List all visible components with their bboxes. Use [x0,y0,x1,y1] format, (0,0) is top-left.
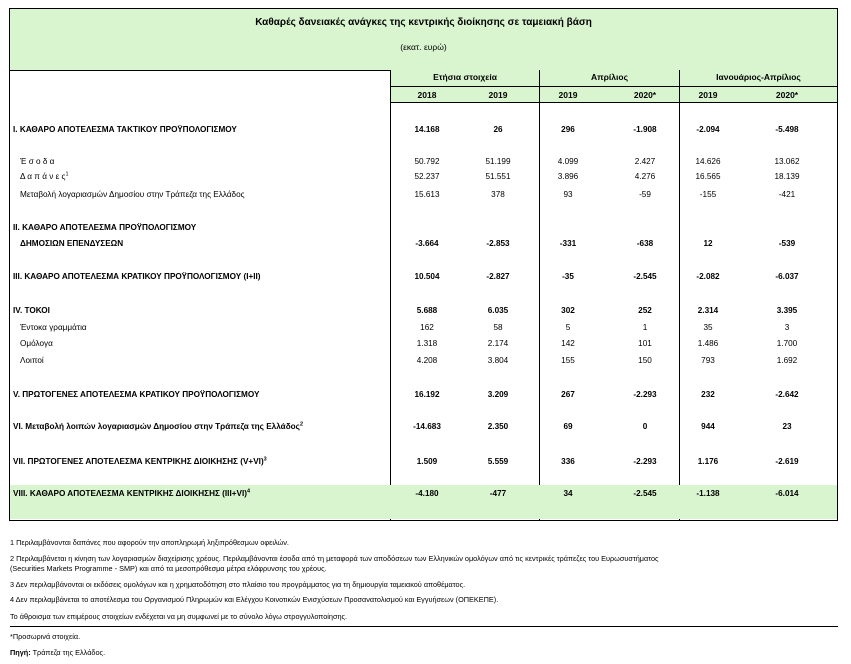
table-cell: -2.094 [696,125,720,134]
table-cell: 336 [561,457,575,466]
table-cell: 3.209 [487,390,509,399]
row-label-tbills: Έντοκα γραμμάτια [20,323,87,332]
table-cell: -421 [778,190,796,199]
footnote-3: 3 Δεν περιλαμβάνονται οι εκδόσεις ομολόγων και η χρηματοδότηση στο πλαίσιο του προγράμματος για τη δημιουργία ταμειακού αποθέματος. [10,580,466,589]
table-cell: -155 [699,190,717,199]
table-cell: -2.293 [633,457,657,466]
table-cell: 93 [563,190,573,199]
table-cell: 51.199 [485,157,511,166]
table-subtitle: (εκατ. ευρώ) [400,42,447,52]
table-cell: 142 [561,339,575,348]
column-divider [390,70,391,520]
year-header: 2018 [417,90,437,100]
table-cell: 232 [701,390,715,399]
table-cell: -2.827 [486,272,510,281]
table-cell: 296 [561,125,575,134]
table-cell: 15.613 [414,190,440,199]
year-header: 2019 [488,90,508,100]
table-cell: -6.037 [775,272,799,281]
table-cell: -2.853 [486,239,510,248]
table-cell: -35 [562,272,574,281]
table-cell: 5 [565,323,571,332]
header-divider [391,102,837,103]
table-cell: 58 [493,323,503,332]
row-label-accounts-change: Μεταβολή λογαριασμών Δημοσίου στην Τράπεζα της Ελλάδος [20,190,245,199]
table-cell: 4.276 [634,172,656,181]
table-cell: -539 [778,239,796,248]
table-cell: 26 [493,125,503,134]
table-cell: 944 [701,422,715,431]
table-cell: 150 [638,356,652,365]
table-cell: 3.395 [776,306,798,315]
header-divider [391,86,837,87]
footnote-2-cont: (Securities Markets Programme - SMP) και από τα μεσοπρόθεσμα μέτρα ελάφρυνσης του χρέους. [10,564,327,573]
table-cell: -1.908 [633,125,657,134]
footnote-2: 2 Περιλαμβάνεται η κίνηση των λογαριασμών διαχείρισης χρέους. Περιλαμβάνονται έσοδα από τη μεταφορά των αποδόσεων των Ελληνικών ομολόγων από τις κεντρικές τράπεζες του Ευρωσυστήματος [10,554,659,563]
table-cell: 3.804 [487,356,509,365]
column-divider [679,70,680,520]
footer-separator [10,626,838,627]
table-cell: 0 [642,422,648,431]
table-cell: 2.174 [487,339,509,348]
table-cell: -477 [489,489,507,498]
row-label-expenditure: Δ α π ά ν ε $\varsigma^1$ [20,171,69,181]
row-label-iii: III. ΚΑΘΑΡΟ ΑΠΟΤΕΛΕΣΜΑ ΚΡΑΤΙΚΟΥ ΠΡΟΫΠΟΛΟΓΙΣΜΟΥ (I+II) [13,272,261,281]
table-cell: 155 [561,356,575,365]
table-cell: 793 [701,356,715,365]
table-cell: 1.318 [416,339,438,348]
table-cell: -2.545 [633,272,657,281]
table-cell: 6.035 [487,306,509,315]
table-cell: 5.559 [487,457,509,466]
provisional-note: *Προσωρινά στοιχεία. [10,632,81,641]
table-cell: 2.427 [634,157,656,166]
table-cell: 34 [563,489,573,498]
table-cell: 50.792 [414,157,440,166]
table-cell: 302 [561,306,575,315]
table-cell: -2.619 [775,457,799,466]
table-cell: -14.683 [413,422,441,431]
row-label-ii-cont: ΔΗΜΟΣΙΩΝ ΕΠΕΝΔΥΣΕΩΝ [20,239,124,248]
table-cell: -331 [559,239,577,248]
table-cell: 252 [638,306,652,315]
table-cell: -59 [639,190,651,199]
table-cell: 4.208 [416,356,438,365]
table-title: Καθαρές δανειακές ανάγκες της κεντρικής διοίκησης σε ταμειακή βάση [255,17,592,28]
table-cell: 3 [784,323,790,332]
row-label-i: I. ΚΑΘΑΡΟ ΑΠΟΤΕΛΕΣΜΑ ΤΑΚΤΙΚΟΥ ΠΡΟΫΠΟΛΟΓΙΣΜΟΥ [13,125,237,134]
table-cell: 1.486 [697,339,719,348]
row-label-ii: II. ΚΑΘΑΡΟ ΑΠΟΤΕΛΕΣΜΑ ΠΡΟΫΠΟΛΟΓΙΣΜΟΥ [13,223,197,232]
row-label-other: Λοιποί [20,356,44,365]
table-cell: 4.099 [557,157,579,166]
row-label-bonds: Ομόλογα [20,339,53,348]
footnote-1: 1 Περιλαμβάνονται δαπάνες που αφορούν την αποπληρωμή ληξιπρόθεσμων οφειλών. [10,538,289,547]
table-cell: 1.700 [776,339,798,348]
row-label-vi: VI. Μεταβολή λοιπών λογαριασμών Δημοσίου στην Τράπεζα της Ελλάδος$^2$ [13,421,304,431]
year-header: 2020* [633,90,657,100]
table-cell: 69 [563,422,573,431]
table-cell: 1.509 [416,457,438,466]
table-cell: 1.176 [697,457,719,466]
table-cell: 13.062 [774,157,800,166]
table-cell: 18.139 [774,172,800,181]
table-cell: -5.498 [775,125,799,134]
table-cell: -3.664 [415,239,439,248]
year-header: 2019 [558,90,578,100]
table-cell: 12 [703,239,713,248]
table-cell: 1.692 [776,356,798,365]
row-label-viii: VIII. ΚΑΘΑΡΟ ΑΠΟΤΕΛΕΣΜΑ ΚΕΝΤΡΙΚΗΣ ΔΙΟΙΚΗΣΗΣ $(III+VI)^4$ [13,488,251,498]
year-header: 2019 [698,90,718,100]
table-cell: 267 [561,390,575,399]
row-label-iv: IV. ΤΟΚΟΙ [13,306,50,315]
table-cell: -2.082 [696,272,720,281]
table-cell: 51.551 [485,172,511,181]
table-cell: 52.237 [414,172,440,181]
table-cell: 101 [638,339,652,348]
table-cell: 14.626 [695,157,721,166]
table-cell: 14.168 [414,125,440,134]
table-cell: 3.896 [557,172,579,181]
row-label-vii: VII. ΠΡΩΤΟΓΕΝΕΣ ΑΠΟΤΕΛΕΣΜΑ ΚΕΝΤΡΙΚΗΣ ΔΙΟΙΚΗΣΗΣ $(V+VI)^3$ [13,456,267,466]
table-cell: 1 [642,323,648,332]
table-cell: 5.688 [416,306,438,315]
row-label-revenue: Έ σ ο δ α [20,157,55,166]
table-cell: -638 [636,239,654,248]
table-cell: 378 [491,190,505,199]
header-april: Απρίλιος [591,72,628,82]
table-cell: 10.504 [414,272,440,281]
rounding-note: Το άθροισμα των επιμέρους στοιχείων ενδέχεται να μη συμφωνεί με το σύνολο λόγω στρογγυλοποίησης. [10,612,348,621]
table-cell: -1.138 [696,489,720,498]
table-cell: -2.545 [633,489,657,498]
year-header: 2020* [775,90,799,100]
source-note: Πηγή: Τράπεζα της Ελλάδος. [10,648,106,657]
table-cell: 2.350 [487,422,509,431]
table-cell: 2.314 [697,306,719,315]
table-cell: 23 [782,422,792,431]
table-cell: 35 [703,323,713,332]
row-label-v: V. ΠΡΩΤΟΓΕΝΕΣ ΑΠΟΤΕΛΕΣΜΑ ΚΡΑΤΙΚΟΥ ΠΡΟΫΠΟΛΟΓΙΣΜΟΥ [13,390,260,399]
table-cell: 16.565 [695,172,721,181]
header-annual: Ετήσια στοιχεία [433,72,497,82]
table-cell: -2.293 [633,390,657,399]
header-jan-april: Ιανουάριος-Απρίλιος [716,72,801,82]
table-cell: 16.192 [414,390,440,399]
table-cell: -2.642 [775,390,799,399]
table-cell: 162 [420,323,434,332]
table-cell: -6.014 [775,489,799,498]
footnote-4: 4 Δεν περιλαμβάνεται το αποτέλεσμα του Οργανισμού Πληρωμών και Ελέγχου Κοινοτικών Ενισχύσεων Προσανατολισμού και Εγγυήσεων (ΟΠΕΚΕΠΕ). [10,595,499,604]
table-cell: -4.180 [415,489,439,498]
column-divider [539,70,540,520]
